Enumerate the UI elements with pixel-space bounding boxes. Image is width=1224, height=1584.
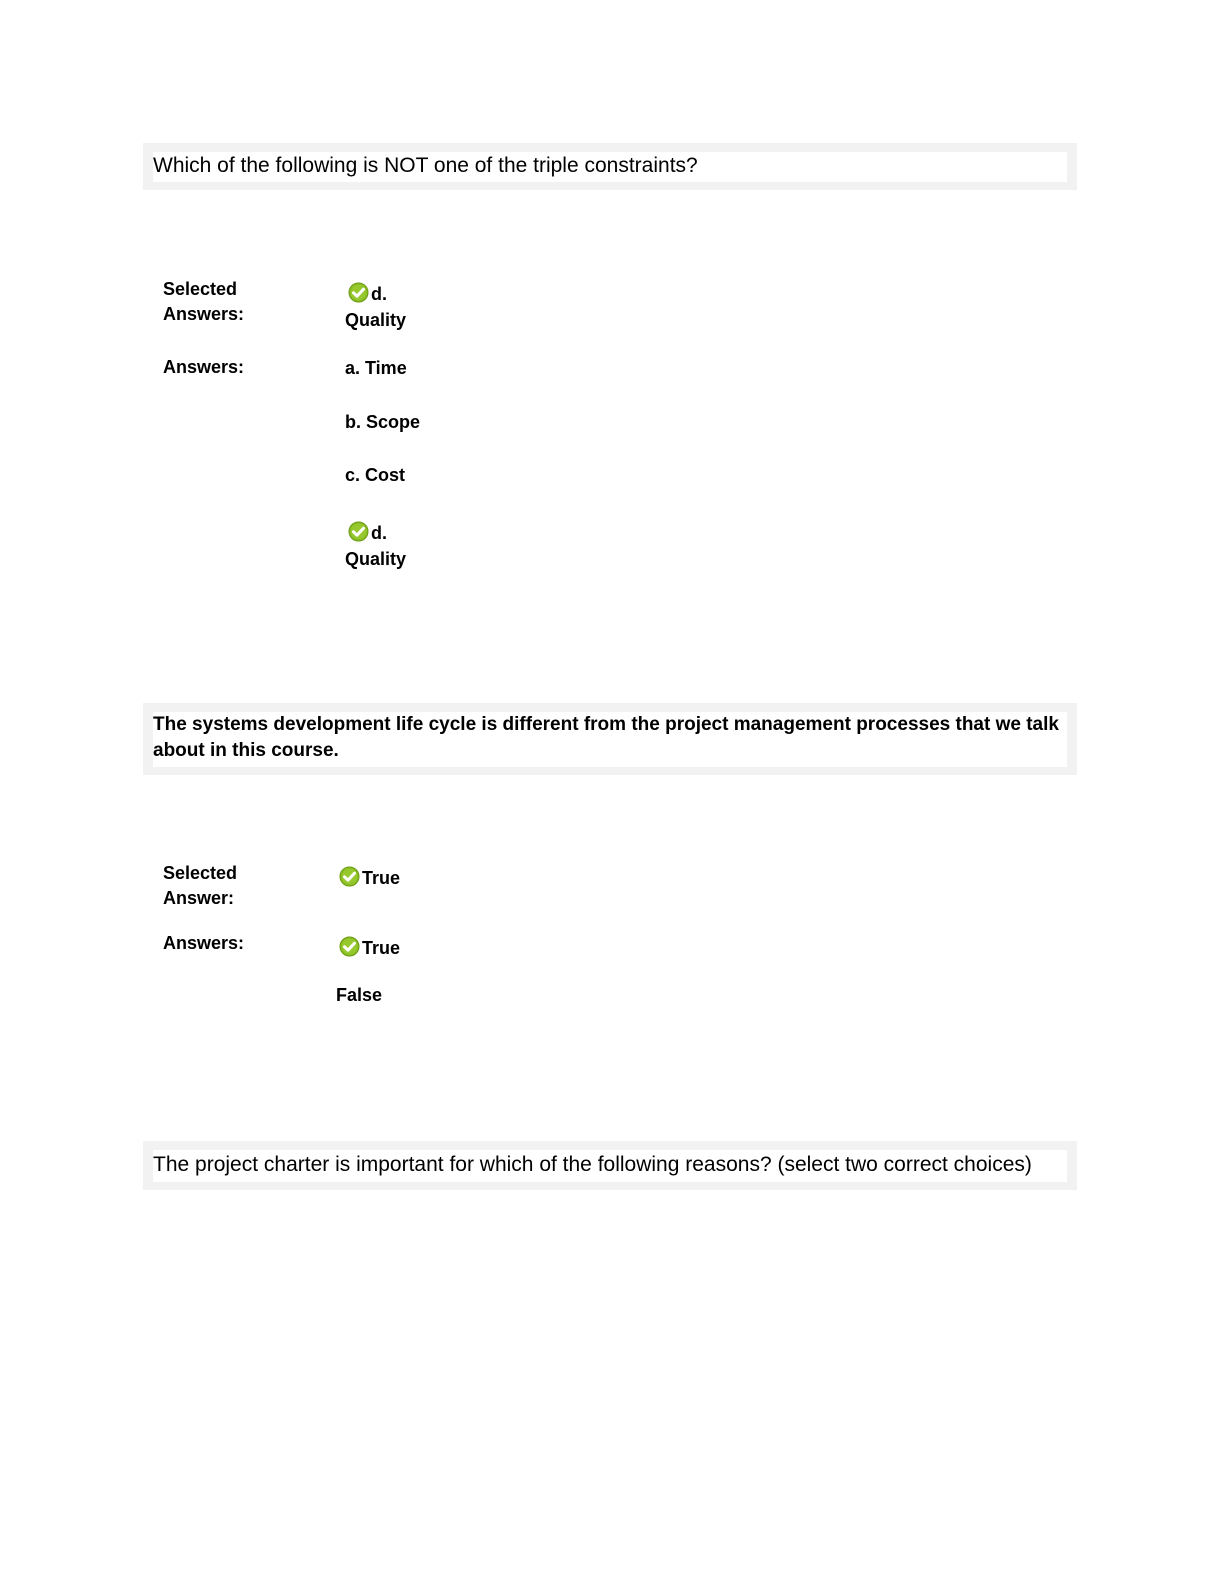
- q1-correct-text: Quality: [345, 549, 407, 569]
- q1-selected-letter: d.: [371, 284, 387, 304]
- q1-selected-answer: [345, 281, 406, 333]
- q1-answer-d: [345, 520, 406, 572]
- q2-selected-text: True: [362, 868, 401, 888]
- question-3-box: [143, 1141, 1077, 1190]
- q1-correct-letter: d.: [371, 523, 387, 543]
- check-circle-icon: [348, 521, 369, 542]
- question-3-text: The project charter is important for which of the following reasons? (select two correct choices): [153, 1150, 1067, 1182]
- q1-selected-answers-label: Selected Answers:: [163, 279, 245, 324]
- q2-selected-answer: [339, 865, 400, 891]
- question-2-text: The systems development life cycle is different from the project management processes that we talk about in this course.: [153, 712, 1067, 767]
- q1-answer-c: c. Cost: [345, 465, 406, 485]
- check-circle-icon: [348, 282, 369, 303]
- q1-selected-text: Quality: [345, 310, 407, 330]
- q2-selected-answer-label: Selected Answer:: [163, 863, 238, 908]
- check-circle-icon: [339, 866, 360, 887]
- q2-answer-false: False: [336, 985, 383, 1005]
- question-1-text: Which of the following is NOT one of the triple constraints?: [153, 152, 1067, 182]
- question-2-box: [143, 703, 1077, 775]
- q1-answer-a: a. Time: [345, 358, 407, 378]
- q1-answer-b: b. Scope: [345, 412, 421, 432]
- question-1-box: [143, 143, 1077, 190]
- check-circle-icon: [339, 936, 360, 957]
- q2-answers-label: Answers:: [163, 933, 245, 953]
- q2-answer-true: [339, 935, 400, 961]
- q1-answers-label: Answers:: [163, 357, 245, 377]
- q2-correct-text: True: [362, 938, 401, 958]
